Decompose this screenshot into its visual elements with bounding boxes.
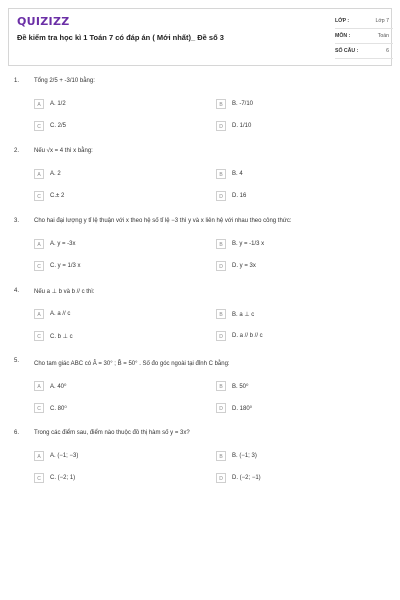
option-a[interactable] — [34, 381, 194, 393]
worksheet-title: Đề kiểm tra học kì 1 Toán 7 có đáp án ( Mới nhất)_ Đề số 3 — [17, 33, 224, 42]
option-a[interactable] — [34, 99, 194, 111]
option-letter: A — [34, 451, 44, 461]
option-letter: A — [34, 309, 44, 319]
question-text: Cho hai đại lượng y tỉ lệ thuận với x theo hệ số tỉ lệ −3 thì y và x liên hệ với nhau theo công thức: — [34, 218, 292, 224]
option-letter: C — [34, 331, 44, 341]
option-text: B. -7/10 — [232, 101, 254, 107]
option-a[interactable] — [34, 309, 194, 321]
option-letter: D — [216, 473, 226, 483]
option-text: C. 2/5 — [50, 123, 67, 129]
option-letter: B — [216, 451, 226, 461]
meta-value: Lớp 7 — [375, 18, 389, 24]
option-d[interactable] — [216, 403, 376, 415]
option-b[interactable] — [216, 239, 376, 251]
meta-key: MÔN : — [335, 33, 351, 39]
option-text: C. b ⊥ c — [50, 334, 73, 340]
question-text: Trong các điểm sau, điểm nào thuộc đồ thị hàm số y = 3x? — [34, 430, 190, 436]
option-letter: D — [216, 191, 226, 201]
option-letter: A — [34, 239, 44, 249]
option-c[interactable] — [34, 331, 194, 343]
option-letter: A — [34, 169, 44, 179]
question-number: 1. — [14, 78, 20, 84]
option-letter: B — [216, 99, 226, 109]
option-letter: A — [34, 99, 44, 109]
option-c[interactable] — [34, 121, 194, 133]
option-letter: B — [216, 239, 226, 249]
question-number: 3. — [14, 218, 20, 224]
option-text: C. (−2; 1) — [50, 475, 76, 481]
quizizz-logo: QUIZIZZ — [17, 15, 70, 28]
option-c[interactable] — [34, 473, 194, 485]
option-text: B. y = -1/3 x — [232, 241, 265, 247]
question-number: 5. — [14, 358, 20, 364]
meta-table — [335, 14, 393, 59]
option-text: A. 1/2 — [50, 101, 66, 107]
option-c[interactable] — [34, 403, 194, 415]
option-text: A. 2 — [50, 171, 61, 177]
question-number: 6. — [14, 430, 20, 436]
option-letter: D — [216, 403, 226, 413]
question-number: 4. — [14, 288, 20, 294]
option-text: B. 4 — [232, 171, 243, 177]
option-text: D. (−2; −1) — [232, 475, 261, 481]
option-b[interactable] — [216, 451, 376, 463]
option-b[interactable] — [216, 381, 376, 393]
option-d[interactable] — [216, 191, 376, 203]
meta-value: Toán — [377, 33, 389, 39]
meta-row-count — [335, 44, 393, 59]
question-number: 2. — [14, 148, 20, 154]
option-d[interactable] — [216, 331, 376, 343]
option-a[interactable] — [34, 239, 194, 251]
option-letter: C — [34, 121, 44, 131]
option-letter: D — [216, 121, 226, 131]
option-letter: C — [34, 473, 44, 483]
option-c[interactable] — [34, 261, 194, 273]
option-letter: C — [34, 261, 44, 271]
option-text: A. (−1; −3) — [50, 453, 79, 459]
option-letter: D — [216, 331, 226, 341]
option-b[interactable] — [216, 99, 376, 111]
meta-key: SỐ CÂU : — [335, 48, 359, 54]
option-text: C.± 2 — [50, 193, 65, 199]
option-text: C. y = 1/3 x — [50, 263, 81, 269]
option-text: B. a ⊥ c — [232, 312, 255, 318]
option-d[interactable] — [216, 261, 376, 273]
option-letter: B — [216, 309, 226, 319]
option-d[interactable] — [216, 473, 376, 485]
meta-key: LỚP : — [335, 18, 350, 24]
meta-row-subject — [335, 29, 393, 44]
option-text: A. a // c — [50, 311, 71, 317]
option-letter: B — [216, 381, 226, 391]
option-b[interactable] — [216, 309, 376, 321]
question-text: Tổng 2/5 + -3/10 bằng: — [34, 78, 95, 84]
question-text: Nếu √x = 4 thì x bằng: — [34, 148, 93, 154]
option-text: A. 40⁰ — [50, 384, 67, 390]
option-text: C. 80⁰ — [50, 406, 67, 412]
option-text: D. a // b // c — [232, 333, 263, 339]
option-letter: A — [34, 381, 44, 391]
option-text: D. y = 3x — [232, 263, 256, 269]
option-text: B. (−1; 3) — [232, 453, 257, 459]
option-c[interactable] — [34, 191, 194, 203]
option-b[interactable] — [216, 169, 376, 181]
option-a[interactable] — [34, 451, 194, 463]
meta-row-class — [335, 14, 393, 29]
option-text: B. 50⁰ — [232, 384, 249, 390]
option-text: D. 180⁰ — [232, 406, 253, 412]
option-text: D. 16 — [232, 193, 247, 199]
option-d[interactable] — [216, 121, 376, 133]
option-a[interactable] — [34, 169, 194, 181]
option-letter: C — [34, 403, 44, 413]
option-letter: B — [216, 169, 226, 179]
question-text: Nếu a ⊥ b và b // c thì: — [34, 289, 95, 295]
option-letter: C — [34, 191, 44, 201]
option-text: D. 1/10 — [232, 123, 252, 129]
option-text: A. y = -3x — [50, 241, 76, 247]
option-letter: D — [216, 261, 226, 271]
meta-value: 6 — [386, 48, 389, 54]
worksheet-header — [8, 8, 392, 66]
question-text: Cho tam giác ABC có Â = 30° ; B̂ = 50° . Số đo góc ngoài tại đỉnh C bằng: — [34, 361, 230, 367]
